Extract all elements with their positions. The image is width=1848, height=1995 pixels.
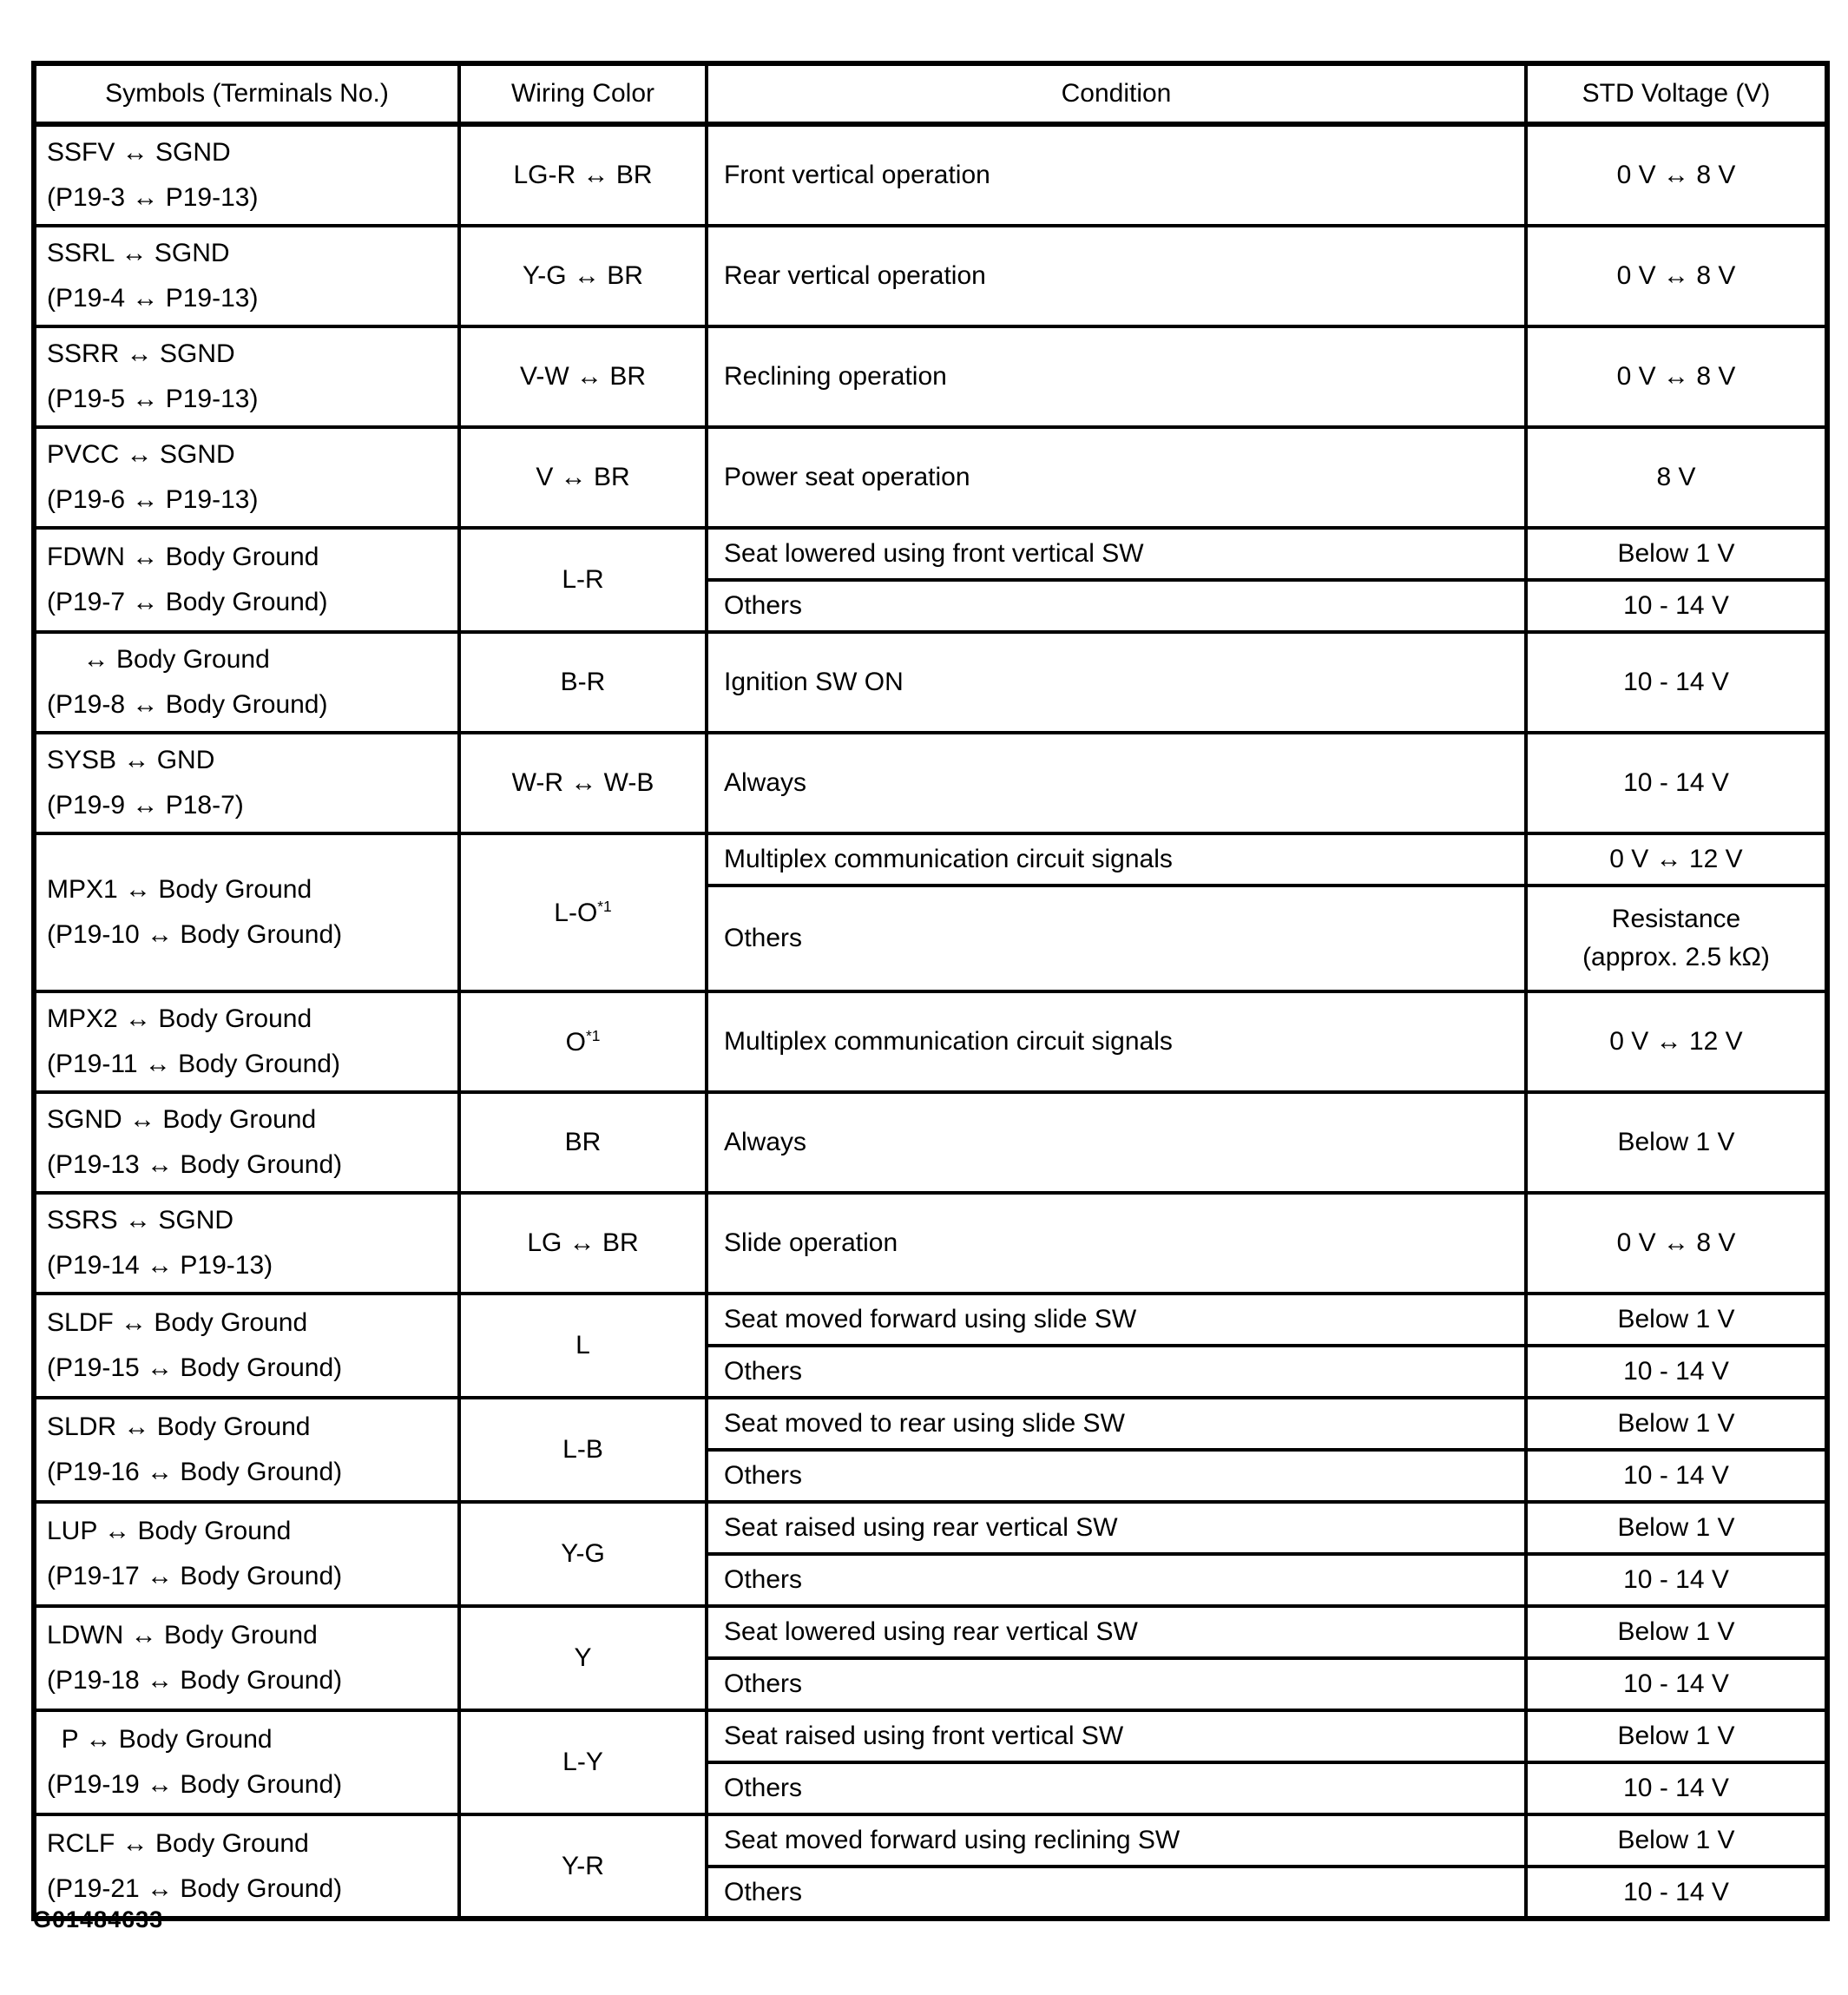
table-row bbox=[34, 326, 1827, 427]
symbol-line: SYSB ↔ GND bbox=[47, 746, 215, 774]
condition-cell: Seat moved to rear using slide SW bbox=[707, 1398, 1526, 1450]
symbol-line: RCLF ↔ Body Ground bbox=[47, 1828, 309, 1858]
wiring-color-cell bbox=[459, 1606, 707, 1710]
wiring-color-value: Y-R bbox=[562, 1851, 604, 1880]
symbol-line: LDWN ↔ Body Ground bbox=[47, 1621, 318, 1649]
wiring-color-cell bbox=[459, 1502, 707, 1606]
table-row bbox=[34, 124, 1827, 226]
symbol-terminal-cell bbox=[34, 1092, 459, 1193]
column-header-condition: Condition bbox=[707, 63, 1526, 124]
wiring-color-value: L-O bbox=[554, 898, 598, 927]
condition-cell: Seat raised using rear vertical SW bbox=[707, 1502, 1526, 1554]
condition-cell: Others bbox=[707, 1554, 1526, 1606]
symbol-terminal-cell bbox=[34, 226, 459, 326]
symbol-line: (P19-7 ↔ Body Ground) bbox=[47, 588, 328, 616]
symbol-line: (P19-14 ↔ P19-13) bbox=[47, 1251, 273, 1280]
wiring-color-cell bbox=[459, 1092, 707, 1193]
std-voltage-cell bbox=[1526, 1814, 1827, 1867]
condition-cell: Seat raised using front vertical SW bbox=[707, 1710, 1526, 1762]
wiring-color-cell bbox=[459, 1814, 707, 1919]
std-voltage-cell bbox=[1526, 733, 1827, 833]
header-row bbox=[34, 63, 1827, 124]
table-subrow bbox=[34, 1710, 1827, 1762]
voltage-line: 0 V ↔ 8 V bbox=[1616, 362, 1736, 391]
std-voltage-cell bbox=[1526, 427, 1827, 528]
std-voltage-cell bbox=[1526, 580, 1827, 632]
condition-cell: Others bbox=[707, 1450, 1526, 1502]
table-subrow bbox=[34, 528, 1827, 580]
std-voltage-cell bbox=[1526, 1867, 1827, 1919]
wiring-color-cell bbox=[459, 1398, 707, 1502]
wiring-color-value: LG ↔ BR bbox=[527, 1228, 639, 1257]
symbol-line: (P19-5 ↔ P19-13) bbox=[47, 385, 259, 413]
symbol-line: ↔ Body Ground bbox=[47, 645, 270, 674]
symbol-line: (P19-11 ↔ Body Ground) bbox=[47, 1050, 340, 1078]
column-header-wiring-color: Wiring Color bbox=[459, 63, 707, 124]
symbol-terminal-cell bbox=[34, 427, 459, 528]
wiring-color-value: L-Y bbox=[562, 1748, 603, 1776]
std-voltage-cell bbox=[1526, 1294, 1827, 1346]
voltage-line: 10 - 14 V bbox=[1623, 1774, 1729, 1802]
wiring-color-value: W-R ↔ W-B bbox=[511, 768, 654, 797]
symbol-terminal-cell bbox=[34, 124, 459, 226]
symbol-line: SLDF ↔ Body Ground bbox=[47, 1308, 308, 1337]
symbol-terminal-cell bbox=[34, 991, 459, 1092]
symbol-terminal-cell bbox=[34, 1502, 459, 1606]
voltage-line: 0 V ↔ 12 V bbox=[1609, 845, 1743, 873]
std-voltage-cell bbox=[1526, 528, 1827, 580]
symbol-line: (P19-13 ↔ Body Ground) bbox=[47, 1150, 343, 1179]
condition-cell: Others bbox=[707, 1867, 1526, 1919]
voltage-line: Below 1 V bbox=[1617, 1305, 1735, 1333]
std-voltage-cell bbox=[1526, 1502, 1827, 1554]
wiring-color-cell bbox=[459, 1294, 707, 1398]
symbol-line: (P19-8 ↔ Body Ground) bbox=[47, 690, 328, 719]
condition-cell: Seat moved forward using reclining SW bbox=[707, 1814, 1526, 1867]
table-subrow bbox=[34, 1606, 1827, 1658]
condition-cell: Reclining operation bbox=[707, 326, 1526, 427]
voltage-line: Below 1 V bbox=[1617, 1826, 1735, 1854]
voltage-line: 10 - 14 V bbox=[1623, 591, 1729, 620]
voltage-line: Below 1 V bbox=[1617, 1513, 1735, 1542]
condition-cell: Slide operation bbox=[707, 1193, 1526, 1294]
wiring-color-cell bbox=[459, 632, 707, 733]
symbol-line: SLDR ↔ Body Ground bbox=[47, 1412, 311, 1441]
voltage-line: 10 - 14 V bbox=[1623, 768, 1729, 797]
wiring-color-value: B-R bbox=[560, 668, 606, 696]
wiring-color-value: L-B bbox=[562, 1435, 603, 1464]
voltage-line: 10 - 14 V bbox=[1623, 668, 1729, 696]
terminal-voltage-table bbox=[31, 61, 1830, 1921]
voltage-line: (approx. 2.5 kΩ) bbox=[1582, 943, 1770, 971]
wiring-color-cell bbox=[459, 1193, 707, 1294]
condition-cell: Rear vertical operation bbox=[707, 226, 1526, 326]
voltage-line: 10 - 14 V bbox=[1623, 1877, 1729, 1906]
condition-cell: Seat moved forward using slide SW bbox=[707, 1294, 1526, 1346]
table-row bbox=[34, 1193, 1827, 1294]
std-voltage-cell bbox=[1526, 1398, 1827, 1450]
condition-cell: Multiplex communication circuit signals bbox=[707, 833, 1526, 886]
wiring-color-value: LG-R ↔ BR bbox=[513, 161, 653, 189]
wiring-color-value: L bbox=[575, 1331, 590, 1360]
voltage-line: Resistance bbox=[1611, 905, 1741, 933]
symbol-line: SGND ↔ Body Ground bbox=[47, 1105, 317, 1134]
symbol-terminal-cell bbox=[34, 528, 459, 632]
condition-cell: Ignition SW ON bbox=[707, 632, 1526, 733]
table-subrow bbox=[34, 1398, 1827, 1450]
symbol-line: (P19-16 ↔ Body Ground) bbox=[47, 1458, 343, 1486]
condition-cell: Others bbox=[707, 580, 1526, 632]
voltage-line: 10 - 14 V bbox=[1623, 1669, 1729, 1698]
table-row bbox=[34, 632, 1827, 733]
wiring-color-cell bbox=[459, 427, 707, 528]
symbol-line: SSRL ↔ SGND bbox=[47, 239, 230, 267]
std-voltage-cell bbox=[1526, 326, 1827, 427]
symbol-line: SSFV ↔ SGND bbox=[47, 138, 231, 167]
symbol-line: (P19-18 ↔ Body Ground) bbox=[47, 1666, 343, 1695]
voltage-line: Below 1 V bbox=[1617, 1617, 1735, 1646]
symbol-line: LUP ↔ Body Ground bbox=[47, 1517, 292, 1545]
column-header-symbols: Symbols (Terminals No.) bbox=[34, 63, 459, 124]
condition-cell: Others bbox=[707, 1346, 1526, 1398]
std-voltage-cell bbox=[1526, 1092, 1827, 1193]
table-row bbox=[34, 1092, 1827, 1193]
symbol-line: (P19-21 ↔ Body Ground) bbox=[47, 1873, 343, 1903]
wiring-color-value: V-W ↔ BR bbox=[519, 362, 646, 391]
table-row bbox=[34, 427, 1827, 528]
voltage-line: 8 V bbox=[1656, 463, 1696, 491]
condition-cell: Always bbox=[707, 733, 1526, 833]
voltage-line: 0 V ↔ 8 V bbox=[1616, 161, 1736, 189]
voltage-line: 0 V ↔ 8 V bbox=[1616, 1228, 1736, 1257]
wiring-color-value: Y bbox=[574, 1643, 592, 1672]
condition-cell: Always bbox=[707, 1092, 1526, 1193]
symbol-terminal-cell bbox=[34, 632, 459, 733]
symbol-line: PVCC ↔ SGND bbox=[47, 440, 235, 469]
symbol-line: (P19-3 ↔ P19-13) bbox=[47, 183, 259, 212]
condition-cell: Power seat operation bbox=[707, 427, 1526, 528]
symbol-terminal-cell bbox=[34, 1193, 459, 1294]
wiring-color-cell bbox=[459, 226, 707, 326]
symbol-line: (P19-10 ↔ Body Ground) bbox=[47, 920, 343, 949]
table-row bbox=[34, 733, 1827, 833]
wiring-color-cell bbox=[459, 528, 707, 632]
wiring-color-cell bbox=[459, 733, 707, 833]
wiring-color-value: BR bbox=[564, 1128, 602, 1156]
wiring-color-cell bbox=[459, 326, 707, 427]
voltage-line: 0 V ↔ 8 V bbox=[1616, 261, 1736, 290]
table-subrow bbox=[34, 1502, 1827, 1554]
wiring-color-value: Y-G bbox=[561, 1539, 605, 1568]
wiring-color-value: Y-G ↔ BR bbox=[523, 261, 643, 290]
std-voltage-cell bbox=[1526, 1606, 1827, 1658]
symbol-line: (P19-19 ↔ Body Ground) bbox=[47, 1770, 343, 1799]
condition-cell: Others bbox=[707, 1762, 1526, 1814]
wiring-color-value: V ↔ BR bbox=[536, 463, 630, 491]
std-voltage-cell bbox=[1526, 991, 1827, 1092]
symbol-line: SSRS ↔ SGND bbox=[47, 1206, 234, 1235]
wiring-color-cell bbox=[459, 124, 707, 226]
wiring-color-cell bbox=[459, 991, 707, 1092]
std-voltage-cell bbox=[1526, 886, 1827, 991]
table-subrow bbox=[34, 1294, 1827, 1346]
symbol-terminal-cell bbox=[34, 1606, 459, 1710]
symbol-terminal-cell bbox=[34, 326, 459, 427]
std-voltage-cell bbox=[1526, 226, 1827, 326]
voltage-line: 10 - 14 V bbox=[1623, 1565, 1729, 1594]
symbol-line: (P19-6 ↔ P19-13) bbox=[47, 485, 259, 514]
table-body bbox=[34, 124, 1827, 1919]
voltage-line: Below 1 V bbox=[1617, 539, 1735, 568]
symbol-terminal-cell bbox=[34, 833, 459, 991]
symbol-line: P ↔ Body Ground bbox=[47, 1725, 273, 1754]
voltage-line: Below 1 V bbox=[1617, 1722, 1735, 1750]
wiring-color-footnote-mark: *1 bbox=[597, 897, 612, 915]
table-row bbox=[34, 991, 1827, 1092]
std-voltage-cell bbox=[1526, 1762, 1827, 1814]
symbol-line: FDWN ↔ Body Ground bbox=[47, 543, 319, 571]
voltage-line: 10 - 14 V bbox=[1623, 1461, 1729, 1490]
wiring-color-value: L-R bbox=[562, 565, 604, 594]
std-voltage-cell bbox=[1526, 632, 1827, 733]
symbol-terminal-cell bbox=[34, 1398, 459, 1502]
symbol-line: (P19-15 ↔ Body Ground) bbox=[47, 1353, 343, 1382]
condition-cell: Others bbox=[707, 886, 1526, 991]
symbol-line: (P19-17 ↔ Body Ground) bbox=[47, 1562, 343, 1590]
symbol-line: SSRR ↔ SGND bbox=[47, 339, 235, 368]
wiring-color-cell bbox=[459, 1710, 707, 1814]
condition-cell: Seat lowered using rear vertical SW bbox=[707, 1606, 1526, 1658]
symbol-line: MPX2 ↔ Body Ground bbox=[47, 1004, 312, 1033]
voltage-line: 0 V ↔ 12 V bbox=[1609, 1027, 1743, 1056]
condition-cell: Seat lowered using front vertical SW bbox=[707, 528, 1526, 580]
std-voltage-cell bbox=[1526, 124, 1827, 226]
condition-cell: Front vertical operation bbox=[707, 124, 1526, 226]
std-voltage-cell bbox=[1526, 1710, 1827, 1762]
std-voltage-cell bbox=[1526, 1658, 1827, 1710]
wiring-color-cell bbox=[459, 833, 707, 991]
symbol-terminal-cell bbox=[34, 733, 459, 833]
table-row bbox=[34, 226, 1827, 326]
std-voltage-cell bbox=[1526, 1450, 1827, 1502]
symbol-terminal-cell bbox=[34, 1294, 459, 1398]
std-voltage-cell bbox=[1526, 1554, 1827, 1606]
voltage-line: Below 1 V bbox=[1617, 1128, 1735, 1156]
symbol-terminal-cell bbox=[34, 1710, 459, 1814]
voltage-line: Below 1 V bbox=[1617, 1409, 1735, 1438]
figure-id: G01484633 bbox=[33, 1906, 164, 1932]
std-voltage-cell bbox=[1526, 1346, 1827, 1398]
wiring-color-value: O bbox=[565, 1027, 586, 1057]
table-subrow bbox=[34, 833, 1827, 886]
condition-cell: Multiplex communication circuit signals bbox=[707, 991, 1526, 1092]
condition-cell: Others bbox=[707, 1658, 1526, 1710]
symbol-line: (P19-4 ↔ P19-13) bbox=[47, 284, 259, 313]
symbol-terminal-cell bbox=[34, 1814, 459, 1919]
std-voltage-cell bbox=[1526, 1193, 1827, 1294]
std-voltage-cell bbox=[1526, 833, 1827, 886]
table-subrow bbox=[34, 1814, 1827, 1867]
column-header-std-voltage: STD Voltage (V) bbox=[1526, 63, 1827, 124]
symbol-line: MPX1 ↔ Body Ground bbox=[47, 875, 312, 904]
wiring-color-footnote-mark: *1 bbox=[585, 1026, 601, 1044]
symbol-line: (P19-9 ↔ P18-7) bbox=[47, 791, 244, 820]
voltage-line: 10 - 14 V bbox=[1623, 1357, 1729, 1386]
